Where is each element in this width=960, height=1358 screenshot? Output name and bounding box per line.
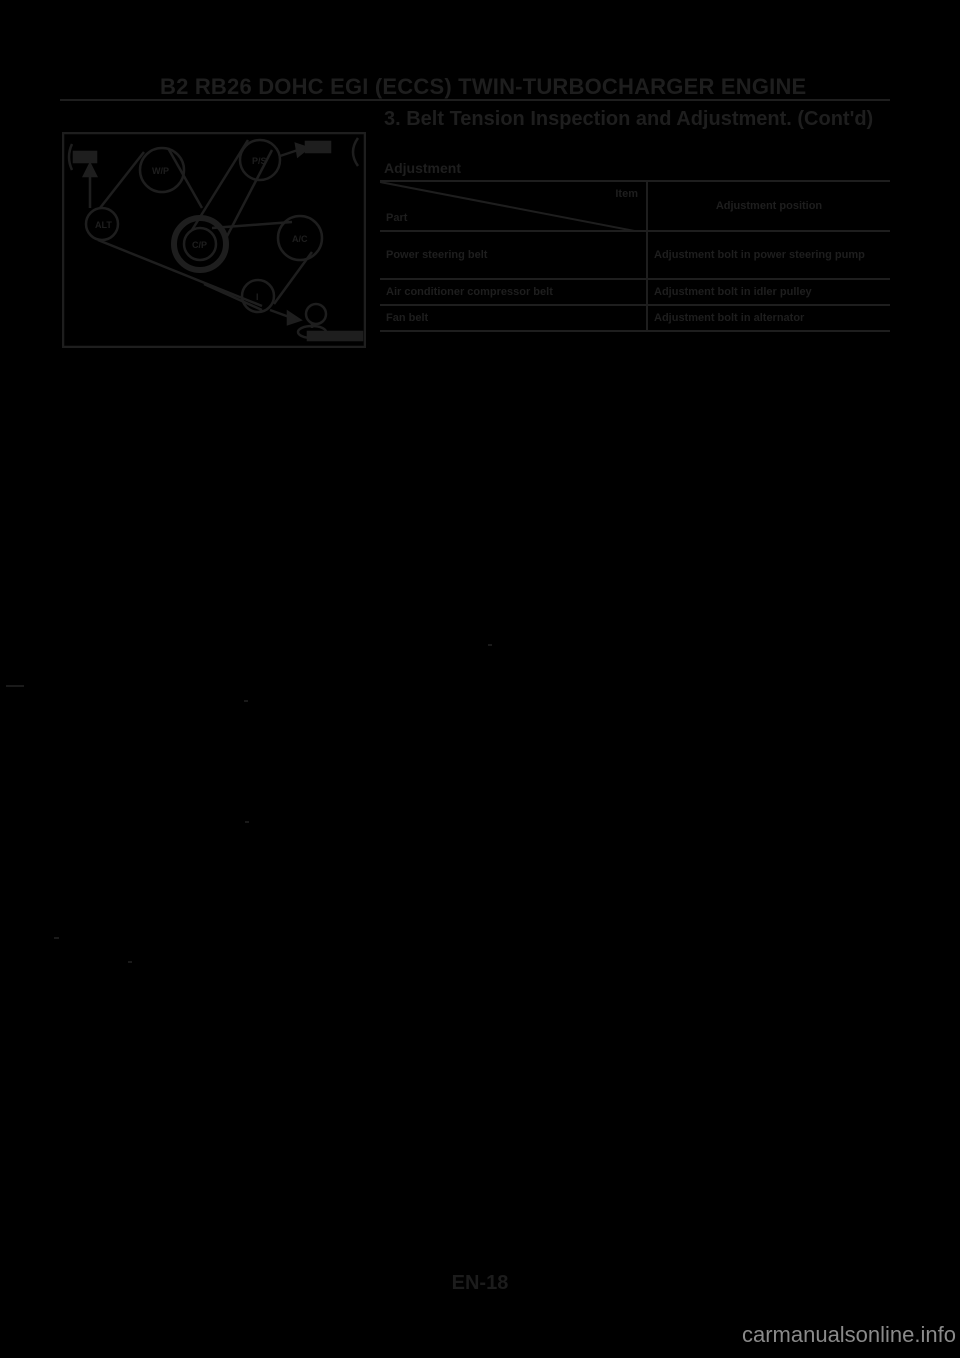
watermark-link[interactable]: carmanualsonline.info (741, 1322, 956, 1347)
header-diagonal-cell (380, 181, 647, 231)
table-row (380, 279, 890, 305)
part-cell: Power steering belt (380, 231, 647, 279)
scan-speck (54, 937, 59, 939)
adjust-bolt-ps-icon (306, 142, 330, 152)
part-cell: Fan belt (380, 305, 647, 331)
section-title: 3. Belt Tension Inspection and Adjustment. (Cont'd) (384, 108, 874, 130)
header-item-label: Item (615, 188, 638, 200)
scan-speck (488, 644, 492, 646)
belt-routing-diagram (62, 132, 366, 348)
idler-label: I (256, 292, 259, 302)
idler-adjust-bolt-icon (306, 304, 326, 324)
scan-speck (128, 961, 132, 963)
adjustment-table (380, 180, 890, 332)
table-header-row (380, 181, 890, 231)
position-cell: Adjustment bolt in alternator (647, 305, 890, 331)
part-cell: Air conditioner compressor belt (380, 279, 647, 305)
ac-label: A/C (292, 234, 308, 244)
alt-label: ALT (95, 220, 112, 230)
header-part-label: Part (386, 212, 408, 224)
page-header-title: B2 RB26 DOHC EGI (ECCS) TWIN-TURBOCHARGER ENGINE (160, 74, 807, 99)
position-cell: Adjustment bolt in idler pulley (647, 279, 890, 305)
header-divider (60, 99, 890, 101)
cp-label: C/P (192, 240, 208, 250)
adjust-bolt-alt-icon (74, 152, 96, 162)
diagonal-divider (380, 182, 640, 232)
scan-speck (6, 685, 24, 687)
scan-speck (244, 700, 248, 702)
subsection-title: Adjustment (384, 160, 461, 176)
scan-speck (245, 821, 249, 823)
table-row (380, 231, 890, 279)
position-cell: Adjustment bolt in power steering pump (647, 231, 890, 279)
table-row (380, 305, 890, 331)
wp-label: W/P (152, 166, 169, 176)
header-position-label: Adjustment position (647, 181, 890, 231)
ps-label: P/S (252, 156, 267, 166)
page-number: EN-18 (451, 1272, 509, 1294)
